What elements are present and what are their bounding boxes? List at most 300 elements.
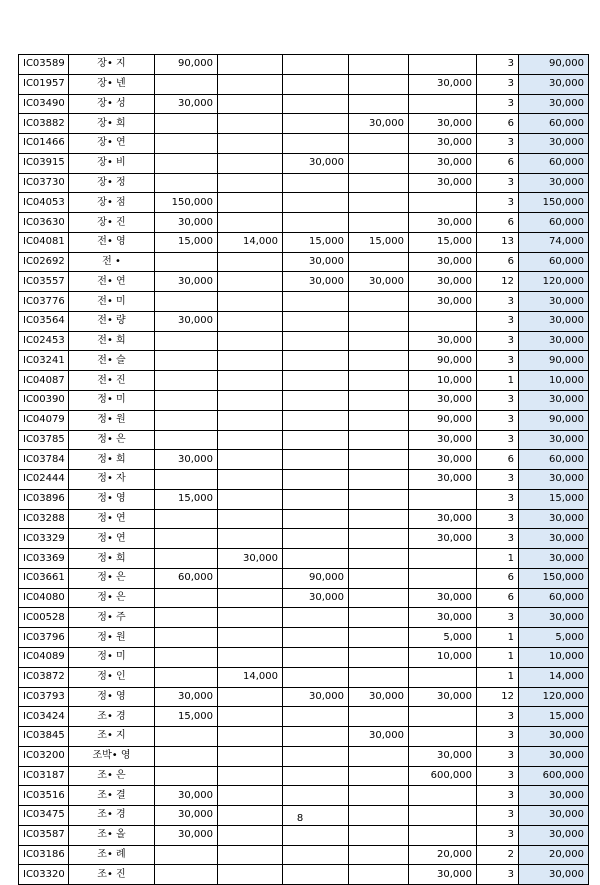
donor-id-cell: IC03475: [19, 806, 69, 826]
amount-cell-2: [218, 55, 283, 75]
count-cell: 2: [477, 845, 519, 865]
donor-name-cell: 정• 인: [69, 667, 155, 687]
total-cell: 90,000: [519, 55, 589, 75]
donor-id-cell: IC03784: [19, 450, 69, 470]
donor-name-cell: 조• 경: [69, 707, 155, 727]
amount-cell-2: [218, 430, 283, 450]
count-cell: 3: [477, 351, 519, 371]
total-cell: 74,000: [519, 232, 589, 252]
amount-cell-5: 30,000: [409, 153, 477, 173]
count-cell: 3: [477, 608, 519, 628]
donor-id-cell: IC03241: [19, 351, 69, 371]
total-cell: 30,000: [519, 608, 589, 628]
amount-cell-5: [409, 549, 477, 569]
amount-cell-1: [155, 845, 218, 865]
count-cell: 12: [477, 687, 519, 707]
amount-cell-1: [155, 865, 218, 885]
donor-id-cell: IC01466: [19, 134, 69, 154]
table-row: [19, 331, 589, 351]
amount-cell-3: 15,000: [283, 232, 349, 252]
amount-cell-5: 600,000: [409, 766, 477, 786]
total-cell: 150,000: [519, 568, 589, 588]
amount-cell-1: 60,000: [155, 568, 218, 588]
amount-cell-4: [349, 746, 409, 766]
amount-cell-4: [349, 786, 409, 806]
total-cell: 30,000: [519, 292, 589, 312]
amount-cell-3: 30,000: [283, 588, 349, 608]
amount-cell-3: [283, 173, 349, 193]
amount-cell-4: [349, 410, 409, 430]
amount-cell-2: [218, 727, 283, 747]
donor-id-cell: IC03490: [19, 94, 69, 114]
amount-cell-3: [283, 410, 349, 430]
total-cell: 60,000: [519, 213, 589, 233]
total-cell: 30,000: [519, 727, 589, 747]
amount-cell-3: [283, 489, 349, 509]
amount-cell-5: 10,000: [409, 371, 477, 391]
amount-cell-4: [349, 55, 409, 75]
amount-cell-3: [283, 430, 349, 450]
donor-name-cell: 장• 희: [69, 114, 155, 134]
donor-id-cell: IC03587: [19, 825, 69, 845]
amount-cell-3: [283, 193, 349, 213]
amount-cell-5: 90,000: [409, 351, 477, 371]
amount-cell-4: [349, 450, 409, 470]
count-cell: 6: [477, 588, 519, 608]
donor-name-cell: 정• 희: [69, 549, 155, 569]
total-cell: 30,000: [519, 134, 589, 154]
amount-cell-1: 15,000: [155, 707, 218, 727]
amount-cell-5: 30,000: [409, 114, 477, 134]
amount-cell-5: [409, 786, 477, 806]
amount-cell-4: [349, 608, 409, 628]
donor-name-cell: 장• 넨: [69, 74, 155, 94]
amount-cell-1: [155, 292, 218, 312]
amount-cell-3: [283, 608, 349, 628]
total-cell: 30,000: [519, 331, 589, 351]
amount-cell-2: [218, 865, 283, 885]
donor-name-cell: 정• 미: [69, 647, 155, 667]
amount-cell-5: [409, 193, 477, 213]
amount-cell-5: [409, 311, 477, 331]
amount-cell-5: 15,000: [409, 232, 477, 252]
amount-cell-2: [218, 213, 283, 233]
amount-cell-5: 30,000: [409, 608, 477, 628]
donor-id-cell: IC04081: [19, 232, 69, 252]
donor-name-cell: 장• 점: [69, 193, 155, 213]
amount-cell-4: 15,000: [349, 232, 409, 252]
total-cell: 30,000: [519, 430, 589, 450]
count-cell: 6: [477, 213, 519, 233]
table-row: [19, 252, 589, 272]
amount-cell-1: [155, 134, 218, 154]
table-row: [19, 549, 589, 569]
amount-cell-3: [283, 727, 349, 747]
donor-name-cell: 전• 영: [69, 232, 155, 252]
table-row: [19, 529, 589, 549]
donor-name-cell: 장• 정: [69, 173, 155, 193]
table-row: [19, 865, 589, 885]
amount-cell-3: [283, 114, 349, 134]
amount-cell-3: [283, 351, 349, 371]
amount-cell-1: [155, 114, 218, 134]
amount-cell-5: 30,000: [409, 272, 477, 292]
donor-id-cell: IC03661: [19, 568, 69, 588]
amount-cell-1: [155, 74, 218, 94]
donor-name-cell: 정• 영: [69, 489, 155, 509]
table-row: [19, 746, 589, 766]
total-cell: 10,000: [519, 647, 589, 667]
amount-cell-1: [155, 371, 218, 391]
amount-cell-1: 30,000: [155, 272, 218, 292]
table-row: [19, 727, 589, 747]
donor-name-cell: 전• 희: [69, 331, 155, 351]
amount-cell-2: [218, 450, 283, 470]
amount-cell-5: 90,000: [409, 410, 477, 430]
donor-name-cell: 전• 슬: [69, 351, 155, 371]
amount-cell-5: 30,000: [409, 74, 477, 94]
amount-cell-4: [349, 489, 409, 509]
amount-cell-2: [218, 628, 283, 648]
donor-name-cell: 정• 은: [69, 588, 155, 608]
donor-id-cell: IC03896: [19, 489, 69, 509]
amount-cell-5: 30,000: [409, 450, 477, 470]
amount-cell-2: 14,000: [218, 232, 283, 252]
donor-id-cell: IC04080: [19, 588, 69, 608]
amount-cell-3: [283, 707, 349, 727]
amount-cell-4: [349, 667, 409, 687]
table-row: [19, 766, 589, 786]
amount-cell-3: [283, 391, 349, 411]
donor-id-cell: IC03557: [19, 272, 69, 292]
count-cell: 3: [477, 331, 519, 351]
amount-cell-4: [349, 331, 409, 351]
donor-id-cell: IC04053: [19, 193, 69, 213]
amount-cell-4: [349, 74, 409, 94]
amount-cell-4: [349, 134, 409, 154]
amount-cell-4: [349, 193, 409, 213]
donation-table: [18, 54, 589, 885]
donor-id-cell: IC04079: [19, 410, 69, 430]
amount-cell-3: [283, 292, 349, 312]
amount-cell-2: [218, 193, 283, 213]
amount-cell-3: [283, 311, 349, 331]
amount-cell-4: [349, 549, 409, 569]
donor-id-cell: IC01957: [19, 74, 69, 94]
table-row: [19, 114, 589, 134]
amount-cell-3: [283, 74, 349, 94]
amount-cell-3: [283, 529, 349, 549]
donor-id-cell: IC04089: [19, 647, 69, 667]
amount-cell-4: [349, 391, 409, 411]
total-cell: 60,000: [519, 588, 589, 608]
donor-name-cell: 정• 영: [69, 687, 155, 707]
donor-id-cell: IC03796: [19, 628, 69, 648]
amount-cell-2: [218, 825, 283, 845]
amount-cell-2: [218, 529, 283, 549]
total-cell: 150,000: [519, 193, 589, 213]
total-cell: 600,000: [519, 766, 589, 786]
donor-id-cell: IC03424: [19, 707, 69, 727]
amount-cell-2: [218, 509, 283, 529]
donor-id-cell: IC03564: [19, 311, 69, 331]
donor-id-cell: IC03200: [19, 746, 69, 766]
table-row: [19, 232, 589, 252]
donor-id-cell: IC03516: [19, 786, 69, 806]
donor-id-cell: IC04087: [19, 371, 69, 391]
total-cell: 30,000: [519, 470, 589, 490]
donor-name-cell: 전• 진: [69, 371, 155, 391]
total-cell: 120,000: [519, 687, 589, 707]
donor-id-cell: IC03845: [19, 727, 69, 747]
table-row: [19, 134, 589, 154]
total-cell: 60,000: [519, 450, 589, 470]
table-row: [19, 213, 589, 233]
donor-name-cell: 정• 희: [69, 450, 155, 470]
amount-cell-5: 30,000: [409, 865, 477, 885]
amount-cell-5: 30,000: [409, 213, 477, 233]
amount-cell-4: [349, 351, 409, 371]
amount-cell-1: [155, 509, 218, 529]
count-cell: 3: [477, 746, 519, 766]
amount-cell-4: [349, 470, 409, 490]
donor-name-cell: 전 •: [69, 252, 155, 272]
count-cell: 3: [477, 74, 519, 94]
amount-cell-5: [409, 568, 477, 588]
total-cell: 30,000: [519, 529, 589, 549]
count-cell: 3: [477, 470, 519, 490]
amount-cell-1: 15,000: [155, 489, 218, 509]
table-row: [19, 845, 589, 865]
amount-cell-2: [218, 351, 283, 371]
amount-cell-2: [218, 588, 283, 608]
amount-cell-2: [218, 74, 283, 94]
amount-cell-4: [349, 371, 409, 391]
amount-cell-5: 30,000: [409, 331, 477, 351]
table-row: [19, 608, 589, 628]
amount-cell-4: [349, 94, 409, 114]
amount-cell-3: [283, 470, 349, 490]
amount-cell-5: 30,000: [409, 687, 477, 707]
amount-cell-2: [218, 311, 283, 331]
amount-cell-2: [218, 845, 283, 865]
total-cell: 20,000: [519, 845, 589, 865]
amount-cell-2: [218, 608, 283, 628]
donor-id-cell: IC03369: [19, 549, 69, 569]
amount-cell-1: 30,000: [155, 687, 218, 707]
donor-id-cell: IC02692: [19, 252, 69, 272]
amount-cell-5: 10,000: [409, 647, 477, 667]
amount-cell-2: [218, 568, 283, 588]
table-row: [19, 74, 589, 94]
count-cell: 6: [477, 153, 519, 173]
amount-cell-2: [218, 746, 283, 766]
amount-cell-1: [155, 746, 218, 766]
amount-cell-2: 14,000: [218, 667, 283, 687]
count-cell: 13: [477, 232, 519, 252]
amount-cell-3: 30,000: [283, 272, 349, 292]
amount-cell-5: 30,000: [409, 588, 477, 608]
donor-name-cell: 조• 지: [69, 727, 155, 747]
donor-id-cell: IC03872: [19, 667, 69, 687]
count-cell: 3: [477, 865, 519, 885]
amount-cell-4: [349, 628, 409, 648]
amount-cell-2: [218, 786, 283, 806]
amount-cell-1: 30,000: [155, 450, 218, 470]
amount-cell-1: [155, 608, 218, 628]
amount-cell-3: [283, 845, 349, 865]
donor-id-cell: IC03589: [19, 55, 69, 75]
amount-cell-1: 30,000: [155, 311, 218, 331]
amount-cell-4: 30,000: [349, 114, 409, 134]
amount-cell-2: [218, 647, 283, 667]
amount-cell-4: [349, 252, 409, 272]
count-cell: 6: [477, 568, 519, 588]
donor-name-cell: 조• 은: [69, 766, 155, 786]
donor-id-cell: IC03329: [19, 529, 69, 549]
donor-name-cell: 장• 지: [69, 55, 155, 75]
amount-cell-2: [218, 371, 283, 391]
amount-cell-4: [349, 845, 409, 865]
amount-cell-3: [283, 371, 349, 391]
amount-cell-5: 5,000: [409, 628, 477, 648]
donor-name-cell: 조• 경: [69, 806, 155, 826]
amount-cell-2: [218, 766, 283, 786]
table-row: [19, 568, 589, 588]
count-cell: 3: [477, 430, 519, 450]
total-cell: 60,000: [519, 114, 589, 134]
total-cell: 90,000: [519, 410, 589, 430]
donor-name-cell: 전• 량: [69, 311, 155, 331]
total-cell: 60,000: [519, 153, 589, 173]
count-cell: 6: [477, 252, 519, 272]
amount-cell-2: [218, 292, 283, 312]
total-cell: 30,000: [519, 549, 589, 569]
amount-cell-1: 30,000: [155, 94, 218, 114]
donor-id-cell: IC03186: [19, 845, 69, 865]
amount-cell-4: 30,000: [349, 272, 409, 292]
table-row: [19, 391, 589, 411]
amount-cell-4: [349, 707, 409, 727]
total-cell: 30,000: [519, 311, 589, 331]
amount-cell-1: [155, 153, 218, 173]
total-cell: 60,000: [519, 252, 589, 272]
amount-cell-4: [349, 766, 409, 786]
amount-cell-1: 15,000: [155, 232, 218, 252]
amount-cell-1: 30,000: [155, 786, 218, 806]
amount-cell-4: [349, 430, 409, 450]
donor-name-cell: 정• 원: [69, 410, 155, 430]
amount-cell-3: 90,000: [283, 568, 349, 588]
amount-cell-1: [155, 766, 218, 786]
count-cell: 1: [477, 628, 519, 648]
donor-name-cell: 장• 연: [69, 134, 155, 154]
amount-cell-1: [155, 430, 218, 450]
amount-cell-1: [155, 391, 218, 411]
table-row: [19, 786, 589, 806]
count-cell: 3: [477, 311, 519, 331]
amount-cell-2: [218, 153, 283, 173]
count-cell: 1: [477, 667, 519, 687]
donor-id-cell: IC00528: [19, 608, 69, 628]
amount-cell-3: [283, 667, 349, 687]
amount-cell-1: [155, 252, 218, 272]
amount-cell-3: [283, 509, 349, 529]
amount-cell-5: 30,000: [409, 746, 477, 766]
count-cell: 3: [477, 489, 519, 509]
amount-cell-1: [155, 529, 218, 549]
count-cell: 3: [477, 410, 519, 430]
amount-cell-5: 20,000: [409, 845, 477, 865]
amount-cell-5: 30,000: [409, 509, 477, 529]
count-cell: 3: [477, 707, 519, 727]
table-row: [19, 588, 589, 608]
amount-cell-1: [155, 470, 218, 490]
table-row: [19, 825, 589, 845]
amount-cell-1: 150,000: [155, 193, 218, 213]
amount-cell-1: [155, 549, 218, 569]
amount-cell-5: [409, 94, 477, 114]
donor-name-cell: 조• 진: [69, 865, 155, 885]
amount-cell-2: [218, 173, 283, 193]
amount-cell-4: [349, 173, 409, 193]
table-row: [19, 272, 589, 292]
count-cell: 3: [477, 292, 519, 312]
donor-name-cell: 조• 결: [69, 786, 155, 806]
amount-cell-2: [218, 470, 283, 490]
table-body: [19, 55, 589, 885]
amount-cell-3: [283, 55, 349, 75]
amount-cell-3: [283, 766, 349, 786]
amount-cell-3: [283, 647, 349, 667]
page-number: 8: [296, 813, 304, 824]
amount-cell-2: [218, 94, 283, 114]
donor-name-cell: 정• 은: [69, 568, 155, 588]
amount-cell-1: [155, 727, 218, 747]
count-cell: 3: [477, 134, 519, 154]
donor-name-cell: 정• 연: [69, 509, 155, 529]
count-cell: 6: [477, 450, 519, 470]
amount-cell-5: 30,000: [409, 470, 477, 490]
donor-id-cell: IC03630: [19, 213, 69, 233]
donor-name-cell: 정• 원: [69, 628, 155, 648]
table-row: [19, 430, 589, 450]
count-cell: 3: [477, 173, 519, 193]
table-row: [19, 628, 589, 648]
amount-cell-2: [218, 134, 283, 154]
amount-cell-5: [409, 707, 477, 727]
amount-cell-2: 30,000: [218, 549, 283, 569]
total-cell: 14,000: [519, 667, 589, 687]
amount-cell-4: [349, 825, 409, 845]
amount-cell-3: [283, 786, 349, 806]
donor-name-cell: 정• 자: [69, 470, 155, 490]
table-row: [19, 55, 589, 75]
donor-name-cell: 장• 성: [69, 94, 155, 114]
total-cell: 30,000: [519, 94, 589, 114]
table-row: [19, 153, 589, 173]
donor-name-cell: 정• 주: [69, 608, 155, 628]
amount-cell-4: [349, 311, 409, 331]
total-cell: 10,000: [519, 371, 589, 391]
amount-cell-3: [283, 331, 349, 351]
donor-id-cell: IC03187: [19, 766, 69, 786]
total-cell: 30,000: [519, 865, 589, 885]
amount-cell-2: [218, 331, 283, 351]
amount-cell-3: [283, 213, 349, 233]
count-cell: 1: [477, 549, 519, 569]
amount-cell-5: [409, 489, 477, 509]
